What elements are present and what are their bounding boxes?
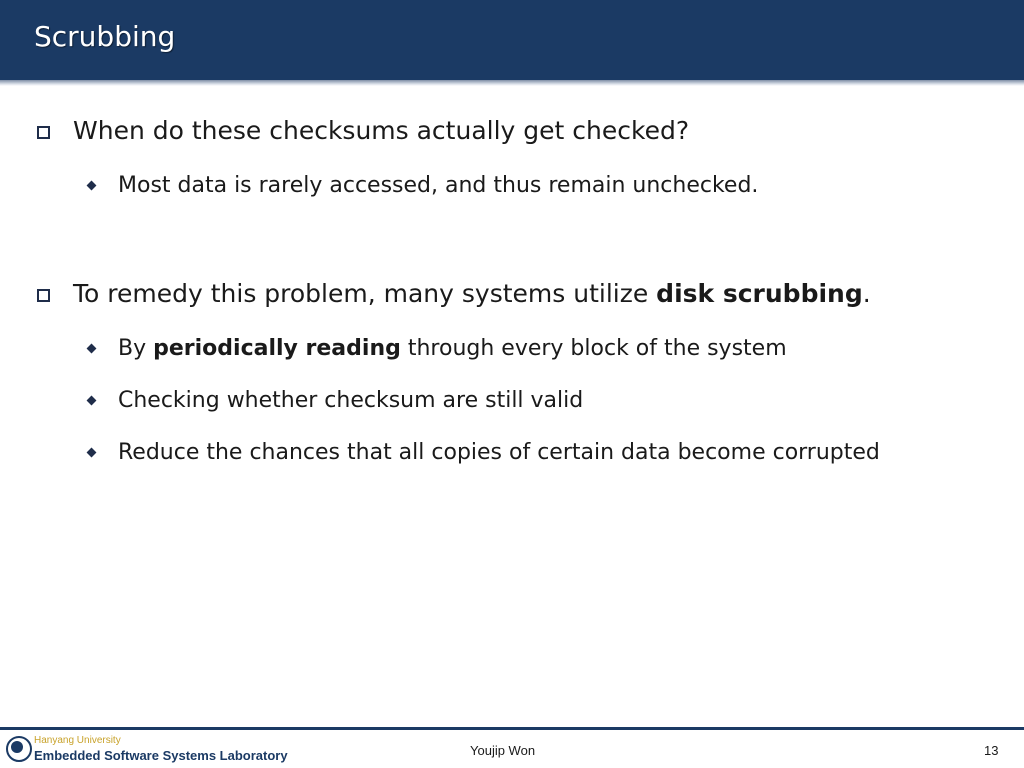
- square-bullet-icon: [37, 126, 50, 139]
- title-bar-shadow: [0, 80, 1024, 86]
- sub-bullet-text-part: By: [118, 336, 154, 361]
- page-number: 13: [984, 743, 999, 758]
- university-seal-center: [11, 741, 23, 753]
- sub-bullet-text-emphasis: periodically reading: [153, 336, 401, 361]
- sub-bullet-text: Most data is rarely accessed, and thus remain unchecked.: [118, 173, 759, 198]
- sub-bullet-text: [118, 336, 787, 361]
- lab-name: Embedded Software Systems Laboratory: [34, 748, 288, 763]
- bullet-text-part: .: [862, 279, 871, 308]
- bullet-text-emphasis: disk scrubbing: [656, 279, 863, 308]
- diamond-bullet-icon: [87, 344, 97, 354]
- diamond-bullet-icon: [87, 396, 97, 406]
- university-name: Hanyang University: [34, 735, 121, 746]
- author-name: Youjip Won: [470, 743, 536, 758]
- sub-bullet-text-part: through every block of the system: [400, 336, 787, 361]
- bullet-text: [73, 279, 871, 308]
- diamond-bullet-icon: [87, 448, 97, 458]
- bullet-text-part: To remedy this problem, many systems utilize: [73, 279, 657, 308]
- slide-title: Scrubbing: [34, 20, 176, 53]
- diamond-bullet-icon: [87, 181, 97, 191]
- sub-bullet-text: Checking whether checksum are still valid: [118, 388, 584, 413]
- bullet-text: When do these checksums actually get checked?: [73, 116, 690, 145]
- sub-bullet-text: Reduce the chances that all copies of certain data become corrupted: [118, 440, 880, 465]
- square-bullet-icon: [37, 289, 50, 302]
